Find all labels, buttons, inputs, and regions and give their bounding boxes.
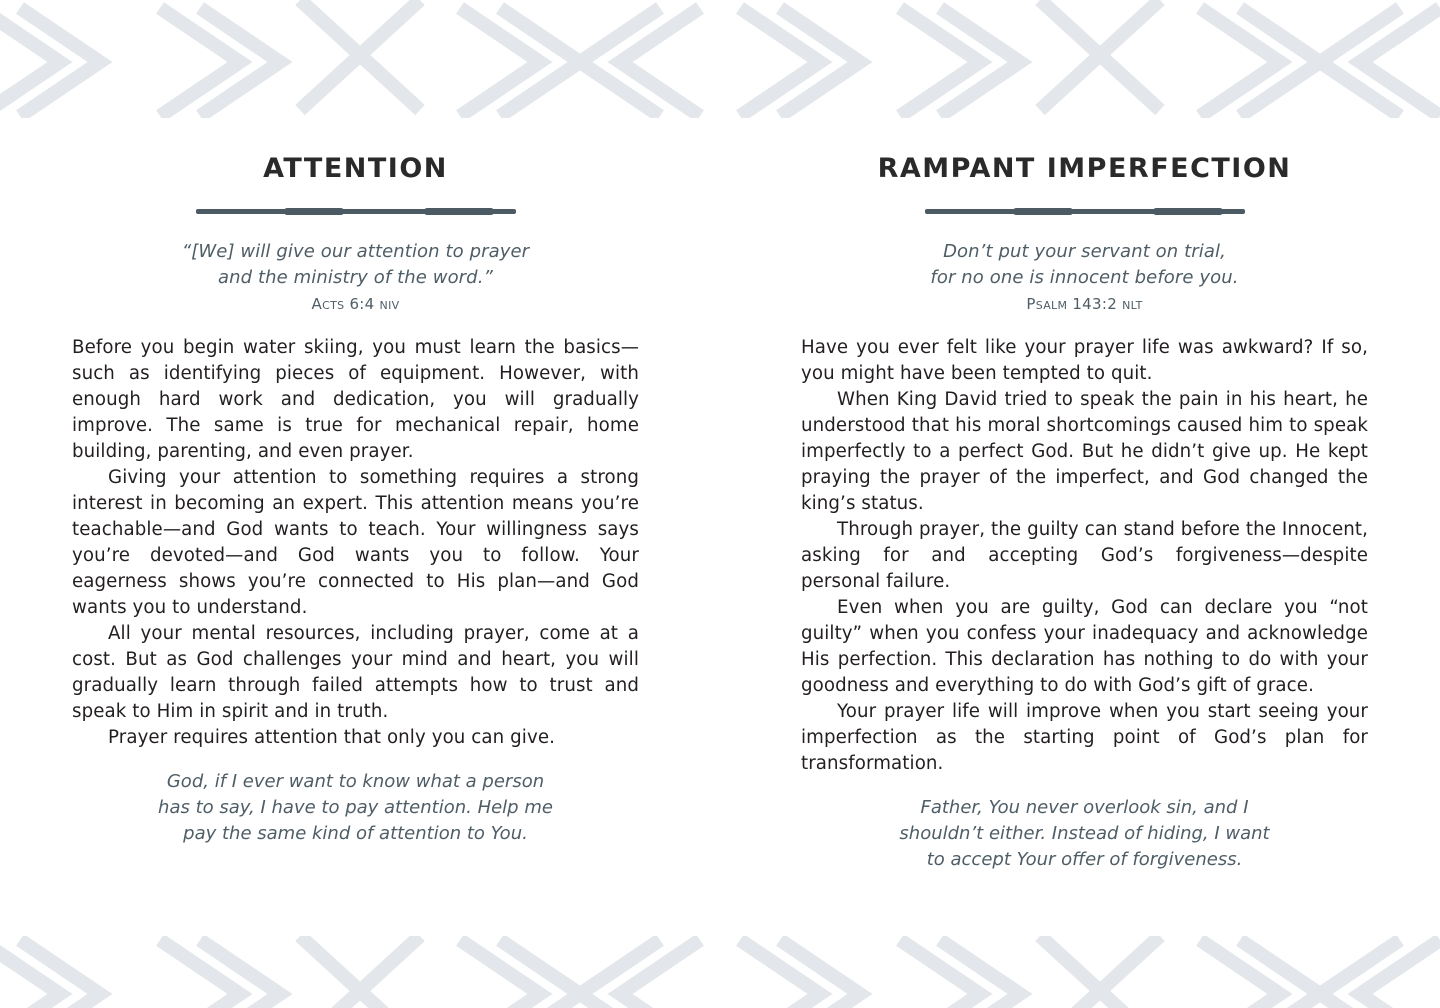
- geometric-pattern-icon: [0, 936, 1440, 1008]
- title-rule: [196, 208, 516, 215]
- paragraph: All your mental resources, including prayer, come at a cost. But as God challenges your mind and heart, you will gradually learn through failed attempts how to trust and speak to Him in spirit and in truth.: [72, 623, 639, 722]
- top-pattern-band: [0, 0, 1440, 118]
- prayer-line: God, if I ever want to know what a person: [166, 771, 545, 792]
- closing-prayer: [72, 769, 639, 847]
- reference-text: Psalm 143:2 nlt: [1026, 295, 1143, 313]
- verse-quote: [801, 239, 1368, 291]
- verse-quote: [72, 239, 639, 291]
- prayer-line: has to say, I have to pay attention. Help me: [158, 797, 553, 818]
- reference-text: Acts 6:4 niv: [311, 295, 400, 313]
- paragraph: Before you begin water skiing, you must learn the basics—such as identifying pieces of equipment. However, with enough hard work and dedication, you will gradually improve. The same is true for mechanical repair, home building, parenting, and even prayer.: [72, 337, 639, 462]
- paragraph: Your prayer life will improve when you start seeing your imperfection as the starting point of God’s plan for transformation.: [801, 701, 1368, 774]
- page-title: ATTENTION: [263, 153, 448, 184]
- verse-line: for no one is innocent before you.: [930, 267, 1239, 288]
- prayer-line: Father, You never overlook sin, and I: [920, 797, 1249, 818]
- paragraph: Giving your attention to something requires a strong interest in becoming an expert. This attention means you’re teachable—and God wants to teach. Your willingness says you’re devoted—and God wants you to follow. Your eagerness shows you’re connected to His plan—and God wants you to understand.: [72, 467, 639, 618]
- devotional-body: [72, 335, 639, 751]
- page-title: RAMPANT IMPERFECTION: [877, 153, 1292, 184]
- right-page: [801, 118, 1368, 936]
- verse-line: Don’t put your servant on trial,: [943, 241, 1226, 262]
- paragraph: Have you ever felt like your prayer life was awkward? If so, you might have been tempted to quit.: [801, 337, 1368, 384]
- prayer-line: shouldn’t either. Instead of hiding, I want: [899, 823, 1270, 844]
- paragraph: Even when you are guilty, God can declare you “not guilty” when you confess your inadequacy and acknowledge His perfection. This declaration has nothing to do with your goodness and everything to do with God’s gift of grace.: [801, 597, 1368, 696]
- geometric-pattern-icon: [0, 0, 1440, 118]
- verse-reference: [72, 291, 639, 317]
- closing-prayer: [801, 795, 1368, 873]
- title-rule: [925, 208, 1245, 215]
- verse-line: and the ministry of the word.”: [218, 267, 493, 288]
- devotional-body: [801, 335, 1368, 777]
- left-page: [72, 118, 639, 936]
- verse-reference: [801, 291, 1368, 317]
- prayer-line: pay the same kind of attention to You.: [183, 823, 528, 844]
- paragraph: Through prayer, the guilty can stand before the Innocent, asking for and accepting God’s forgiveness—despite personal failure.: [801, 519, 1368, 592]
- paragraph: Prayer requires attention that only you can give.: [108, 727, 555, 748]
- verse-line: “[We] will give our attention to prayer: [181, 241, 530, 262]
- prayer-line: to accept Your offer of forgiveness.: [926, 849, 1243, 870]
- bottom-pattern-band: [0, 936, 1440, 1008]
- paragraph: When King David tried to speak the pain in his heart, he understood that his moral shortcomings caused him to speak imperfectly to a perfect God. But he didn’t give up. He kept praying the prayer of the imperfect, and God changed the king’s status.: [801, 389, 1368, 514]
